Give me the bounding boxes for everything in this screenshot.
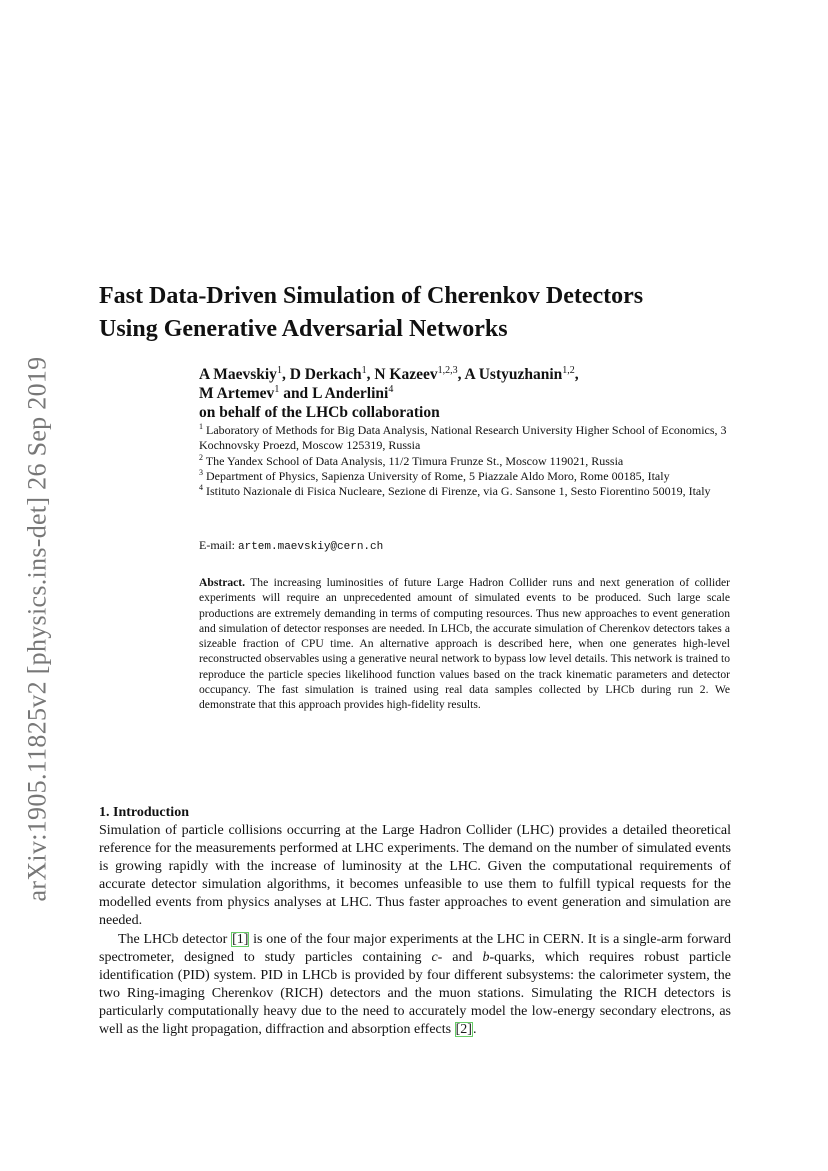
author-name: N Kazeev (374, 366, 438, 383)
affiliation-item (199, 469, 739, 484)
paragraph-text: is one of the four major experiments at the LHC in CERN. It is a single-arm forward spectrometer, designed to study particles containing (99, 931, 732, 965)
quark-symbol: b (482, 949, 490, 965)
affiliation-text: The Yandex School of Data Analysis, 11/2 Timura Frunze St., Moscow 119021, Russia (205, 453, 624, 468)
quark-symbol: c (431, 949, 438, 965)
affiliation-item (199, 454, 739, 469)
affiliation-item (199, 484, 739, 499)
author-name: M Artemev (199, 385, 275, 402)
affiliation-text: Istituto Nazionale di Fisica Nucleare, Sezione di Firenze, via G. Sansone 1, Sesto Fiorentino 50019, Italy (206, 484, 711, 499)
author-name: A Maevskiy (199, 366, 277, 383)
section-heading: 1. Introduction (99, 805, 189, 820)
citation-link[interactable]: [2] (455, 1022, 472, 1038)
author-separator: , (574, 366, 579, 383)
author-affiliation-marker: 1 (274, 383, 280, 395)
author-affiliation-marker: 1 (276, 364, 282, 376)
email-label: E-mail: (199, 538, 235, 552)
paragraph-text: - and (437, 949, 483, 965)
author-affiliation-marker: 4 (388, 383, 394, 395)
author-name: L Anderlini (312, 385, 389, 402)
author-list (199, 365, 759, 422)
paper-title-line-1: Fast Data-Driven Simulation of Cherenkov Detectors (99, 283, 644, 309)
author-separator: , (281, 366, 290, 383)
affiliation-number: 4 (199, 483, 203, 493)
author-affiliation-marker: 1 (361, 364, 367, 376)
author-separator: , (366, 366, 375, 383)
paper-title-line-2: Using Generative Adversarial Networks (99, 316, 508, 342)
paragraph-text: -quarks, which requires robust particle identification (PID) system. PID in LHCb is provided by four different subsystems: the calorimeter system, the two Ring-imaging Cherenkov (RICH) detectors and the muon stations. Simulating the RICH detectors is particularly computationally heavy due to the need to accurately model the low-energy secondary electrons, as well as the light propagation, diffraction and absorption effects (99, 949, 731, 1038)
author-name: D Derkach (289, 366, 362, 383)
affiliation-number: 1 (199, 422, 203, 431)
citation-link[interactable]: [1] (232, 931, 249, 947)
introduction-paragraph-2 (99, 931, 731, 1040)
paragraph-text: The LHCb detector (118, 931, 232, 947)
affiliation-item (199, 423, 739, 454)
affiliation-text: Laboratory of Methods for Big Data Analysis, National Research University Higher School of Economics, 3 Kochnovsky Proezd, Moscow 125319, Russia (199, 423, 727, 453)
abstract-label: Abstract. (199, 576, 246, 589)
author-separator: , (457, 366, 465, 383)
contact-email (199, 538, 739, 555)
arxiv-identifier-sidebar (22, 336, 52, 922)
introduction-paragraph-1: Simulation of particle collisions occurring at the Large Hadron Collider (LHC) provides a detailed theoretical reference for the measurements performed at LHC experiments. The demand on the number of simulated events is growing rapidly with the increase of luminosity at the LHC. Given the computational requirements of accurate detector simulation algorithms, it becomes unfeasible to use them to fulfill typical requests for the modelled events from physics analyses at LHC. Thus faster approaches to event generation and simulation are needed. (99, 823, 731, 929)
abstract-text: The increasing luminosities of future Large Hadron Collider runs and next generation of collider experiments will require an unprecedented amount of simulated events to be produced. Such large scale productions are extremely demanding in terms of computing resources. Thus new approaches to event generation and simulation of detector responses are needed. In LHCb, the accurate simulation of Cherenkov detectors takes a sizeable fraction of CPU time. An alternative approach is described here, when one generates high-level reconstructed observables using a generative neural network to bypass low level details. This network is trained to reproduce the particle species likelihood function values based on the track kinematic parameters and detector occupancy. The fast simulation is trained using real data samples collected by LHCb during run 2. We demonstrate that this approach provides high-fidelity results. (199, 576, 730, 712)
affiliation-number: 3 (199, 467, 203, 477)
arxiv-identifier-text: arXiv:1905.11825v2 [physics.ins-det] 26 Sep 2019 (22, 356, 51, 902)
author-affiliation-marker: 1,2,3 (437, 364, 458, 376)
author-name: A Ustyuzhanin (464, 366, 563, 383)
affiliation-list (199, 423, 739, 499)
introduction-section (99, 804, 731, 1039)
author-separator: and (279, 385, 313, 402)
email-address-link[interactable]: artem.maevskiy@cern.ch (238, 541, 384, 553)
author-affiliation-marker: 1,2 (562, 364, 575, 376)
affiliation-number: 2 (199, 452, 203, 462)
paragraph-text: . (472, 1022, 477, 1038)
collaboration-line: on behalf of the LHCb collaboration (199, 404, 440, 421)
paper-title (99, 280, 759, 346)
abstract (199, 575, 730, 713)
affiliation-text: Department of Physics, Sapienza University of Rome, 5 Piazzale Aldo Moro, Rome 00185, Italy (206, 468, 670, 483)
